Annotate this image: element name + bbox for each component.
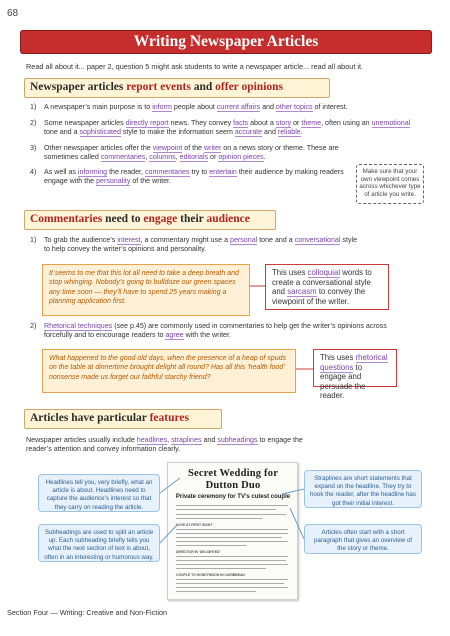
opening-paragraph-box: Articles often start with a short paragraph that gives an overview of the story or theme. bbox=[304, 524, 422, 554]
np-subheading: LOVE AT FIRST SIGHT bbox=[176, 523, 213, 527]
connector-paragraph bbox=[290, 508, 304, 539]
s2-point-2: 2) Rhetorical techniques (see p.45) are commonly used in commentaries to help get the writer’s opinions across forcefully and to encourage readers to agree with the writer. bbox=[30, 322, 387, 340]
s3-text: Newspaper articles usually include headlines, straplines and subheadings to engage the reader’s attention and convey information clearly. bbox=[26, 436, 303, 454]
strapline-explanation-box: Straplines are short statements that expand on the headline. They try to hook the reader, after the headline has got their initial interest. bbox=[304, 470, 422, 508]
intro-text: Read all about it... paper 2, question 5 might ask students to write a newspaper article... read all about it. bbox=[26, 62, 364, 71]
page-number: 68 bbox=[7, 8, 19, 19]
np-subheading: COUPLE TO HONEYMOON IN CARIBBEAN bbox=[176, 573, 245, 577]
section-heading-2: Commentaries need to engage their audience bbox=[30, 213, 250, 225]
section-heading-1: Newspaper articles report events and offer opinions bbox=[30, 81, 284, 93]
quote-example-2: What happened to the good old days, when the presence of a heap of spuds on the table at dinnertime brought delight all round? Has all this ‘health food’ nonsense made us forget our faithful starchy friend? bbox=[42, 349, 296, 393]
connector-strapline bbox=[282, 489, 304, 494]
np-headline: Secret Wedding for Dutton Duo bbox=[187, 468, 279, 491]
headline-explanation-box: Headlines tell you, very briefly, what an article is about. Headlines need to capture the audience’s interest so that they carry on reading the article. bbox=[38, 474, 160, 512]
section-heading-3: Articles have particular features bbox=[30, 412, 189, 424]
connector-headline bbox=[160, 478, 180, 493]
s1-point-3: 3) Other newspaper articles offer the viewpoint of the writer on a news story or theme. These are sometimes called commentaries, columns, editorials or opinion pieces. bbox=[30, 144, 339, 162]
page-title: Writing Newspaper Articles bbox=[133, 33, 319, 50]
page-footer: Section Four — Writing: Creative and Non-Fiction bbox=[7, 608, 168, 617]
tip-note: Make sure that your own viewpoint comes across whichever type of article you write. bbox=[356, 164, 424, 204]
s1-point-4: 4) As well as informing the reader, commentaries try to entertain their audience by making readers engage with the personality of the writer. bbox=[30, 168, 344, 186]
s1-point-2: 2) Some newspaper articles directly report news. They convey facts about a story or theme, often using an unemotional tone and a sophisticated style to make the information seem accurate and reliable. bbox=[30, 119, 411, 137]
np-subheading: DIRECTOR IN ‘DELIGHTED’ bbox=[176, 550, 221, 554]
annotation-colloquial: This uses colloquial words to create a conversational style and sarcasm to convey the viewpoint of the writer. bbox=[265, 264, 389, 310]
s2-point-1: 1) To grab the audience’s interest, a commentary might use a personal tone and a conversational style to help convey the writer’s opinions and personality. bbox=[30, 236, 358, 254]
annotation-rhetorical: This uses rhetorical questions to engage and persuade the reader. bbox=[313, 349, 397, 387]
s1-point-1: 1) A newspaper’s main purpose is to inform people about current affairs and other topics of interest. bbox=[30, 103, 348, 111]
connector-subheading bbox=[160, 524, 178, 543]
np-strapline: Private ceremony for TV’s cutest couple bbox=[175, 494, 291, 500]
subheading-explanation-box: Subheadings are used to split an article up. Each subheading briefly tells you what the next section of text is about, often in an interesting or humorous way. bbox=[38, 524, 160, 562]
quote-example-1: It seems to me that this lot all need to take a deep breath and stop whinging. Nobody’s going to bulldoze our green spaces any time soon — they’ll have to spend 25 years making a planning application first. bbox=[42, 264, 250, 316]
